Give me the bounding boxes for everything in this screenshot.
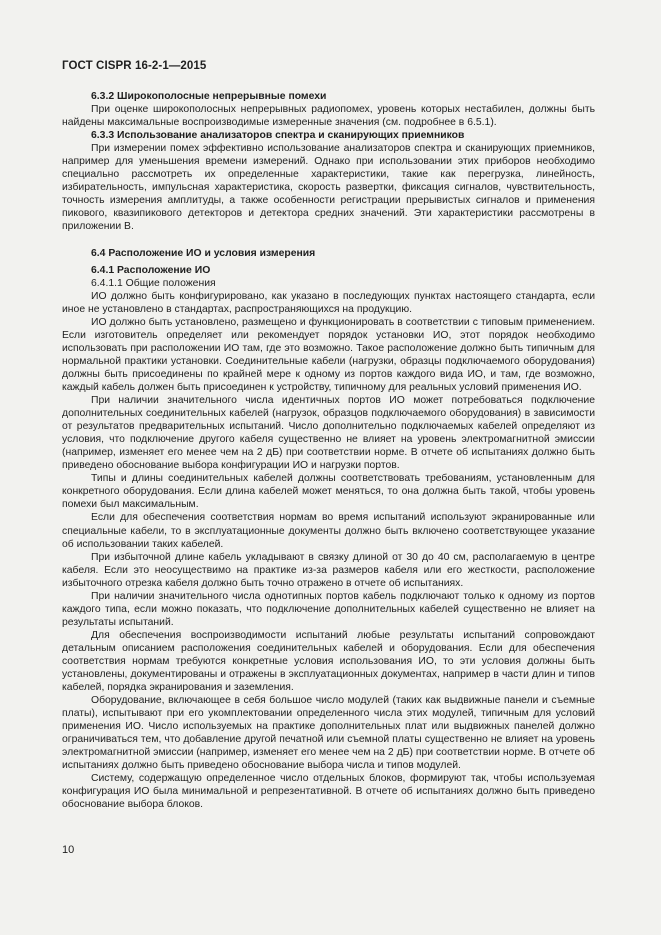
paragraph: Типы и длины соединительных кабелей должны соответствовать требованиям, установленным для конкретного оборудования. Если длина кабелей может меняться, то она должна быть такой, чтобы уровень помехи был максимальным. [62, 473, 595, 511]
paragraph: ИО должно быть установлено, размещено и функционировать в соответствии с типовым применением. Если изготовитель определяет или рекомендует порядок установки ИО, этот порядок необходимо использовать при расположении ИО там, где это возможно. Такое расположение должно быть типичным для нормальной практики установки. Соединительные кабели (нагрузки, образцы подключаемого оборудования) должны быть присоединены по крайней мере к одному из портов каждого вида ИО, и там, где возможно, каждый кабель должен быть присоединен к устройству, типичному для реальных условий применения ИО. [62, 316, 595, 393]
document-header: ГОСТ CISPR 16-2-1—2015 [62, 60, 207, 72]
page-number: 10 [62, 844, 75, 856]
paragraph: Систему, содержащую определенное число отдельных блоков, формируют так, чтобы используемая конфигурация ИО была минимальной и репрезентативной. В отчете об испытаниях должно быть приведено обоснование выбора блоков. [62, 773, 595, 811]
section-6-4-heading: 6.4 Расположение ИО и условия измерения [91, 247, 316, 259]
paragraph: Для обеспечения воспроизводимости испытаний любые результаты испытаний сопровождают детальным описанием расположения соединительных кабелей и оборудования. Если для обеспечения соответствия нормам требуются конкретные условия использования ИО, то эти условия должны быть установлены, документированы и отражены в эксплуатационных документах, например в части длин и типов кабелей, порядка экранирования и заземления. [62, 629, 595, 694]
section-6-3-2-heading: 6.3.2 Широкополосные непрерывные помехи [91, 91, 327, 102]
paragraph: При наличии значительного числа однотипных портов кабель подключают только к одному из портов каждого типа, если можно показать, что подключение дополнительных кабелей существенно не влияет на результаты испытаний. [62, 590, 595, 628]
paragraph: При избыточной длине кабель укладывают в связку длиной от 30 до 40 см, располагаемую в центре кабеля. Если это неосуществимо на практике из-за размеров кабеля или его жесткости, расположение избыточного отрезка кабеля должно быть точно отражено в отчете об испытаниях. [62, 551, 595, 589]
paragraph: Если для обеспечения соответствия нормам во время испытаний используют экранированные или специальные кабели, то в эксплуатационные документы должно быть включено соответствующее указание об использовании таких кабелей. [62, 512, 595, 550]
document-body [62, 90, 595, 812]
paragraph: ИО должно быть конфигурировано, как указано в последующих пунктах настоящего стандарта, если иное не установлено в стандартах, распространяющихся на продукцию. [62, 290, 595, 315]
paragraph: При измерении помех эффективно использование анализаторов спектра и сканирующих приемников, например для уменьшения времени измерений. Однако при использовании этих приборов необходимо специально рассмотреть их определенные характеристики, такие как перегрузка, линейность, избирательность, импульсная характеристика, скорость развертки, фиксация сигналов, чувствительность, точность измерения амплитуды, а также особенности регистрации прерывистых сигналов и применения пикового, квазипикового детекторов и детектора средних значений. Эти характеристики рассмотрены в приложении В. [62, 143, 595, 233]
paragraph: Оборудование, включающее в себя большое число модулей (таких как выдвижные панели и съемные платы), испытывают при его укомплектовании определенного числа этих модулей, типичным для условий применения ИО. Число используемых на практике дополнительных плат или выдвижных панелей должно ограничиваться тем, что добавление другой печатной или съемной платы существенно не влияет на уровень электромагнитной эмиссии (например, изменяет его менее чем на 2 дБ) при соответствии норме. В отчете об испытаниях должно быть приведено обоснование выбора числа и типов модулей. [62, 695, 595, 772]
section-6-4-1-1-heading: 6.4.1.1 Общие положения [91, 277, 216, 289]
paragraph: При оценке широкополосных непрерывных радиопомех, уровень которых нестабилен, должны быть найдены максимальные воспроизводимые измеренные значения (см. подробнее в 6.5.1). [62, 104, 595, 129]
section-6-4-1-heading: 6.4.1 Расположение ИО [91, 264, 211, 276]
paragraph: При наличии значительного числа идентичных портов ИО может потребоваться подключение дополнительных соединительных кабелей (нагрузок, образцов подключаемого оборудования) в зависимости от результатов предварительных испытаний. Число дополнительно подключаемых кабелей определяют из условия, что подключение другого кабеля существенно не влияет на уровень электромагнитной эмиссии (например, изменяет его менее чем на 2 дБ) при соответствии норме. В отчете об испытаниях должно быть приведено обоснование выбора конфигурации ИО и нагрузки портов. [62, 395, 595, 472]
section-6-3-3-heading: 6.3.3 Использование анализаторов спектра и сканирующих приемников [91, 130, 465, 142]
